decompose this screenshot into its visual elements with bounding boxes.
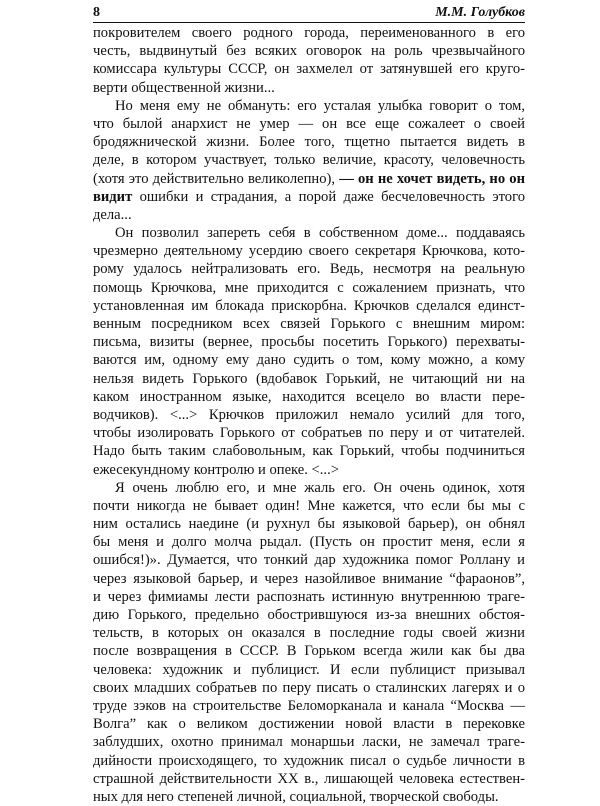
- paragraph: [93, 97, 525, 224]
- text-line: ных для него степеней личной, социальной, творческой свободы.: [93, 788, 499, 805]
- text-line: водчиков). <...> Крючков приложил немало усилий для того,: [93, 406, 525, 423]
- text-line: нельзя видеть Горького (вдобавок Горький, не читающий ни на: [93, 370, 525, 387]
- text-line-mixed: [93, 188, 525, 206]
- text-line: ним остались наедине (и рухнул бы языковой барьер), он обнял: [93, 516, 525, 533]
- text-line: Он позволил запереть себя в собственном доме... поддаваясь: [115, 225, 525, 242]
- text-line: письма, визиты (вернее, просьбы посетить Горького) перехваты-: [93, 334, 525, 351]
- text-line: установленная им блокада прискорбна. Крючков сделался единст-: [93, 297, 525, 314]
- text-line: после возвращения в СССР. В Горьком всегда жили как бы два: [93, 643, 525, 660]
- text-line: и через фимиамы лести распознать истинную внутреннюю траге-: [93, 588, 525, 605]
- text-line: ваются им, одному ему дано судить о том, кому можно, а кому: [93, 352, 525, 369]
- text-line: бы меня и долго молча рыдал. (Пусть он простит меня, если я: [93, 534, 525, 551]
- text-line: страшной действительности XX в., лишающей человека естествен-: [93, 770, 525, 787]
- text-line: Надо быть таким слабовольным, как Горький, чтобы подчиниться: [93, 443, 525, 460]
- page-number: 8: [93, 5, 100, 20]
- text-line: бродяжнической жизни. Более того, тщетно пытается видеть в: [93, 134, 525, 151]
- text-line: ежесекундному контролю и опеке. <...>: [93, 461, 339, 478]
- text-line: комиссара культуры СССР, он захмелел от затянувшей его круго-: [93, 61, 525, 78]
- text-line: верти общественной жизни...: [93, 79, 275, 96]
- running-head-author: М.М. Голубков: [435, 5, 525, 20]
- text-line: венным посредником всех связей Горького с внешним миром:: [93, 316, 525, 332]
- text-line: что былой анархист не умер — он все еще сожалеет о своей: [93, 115, 525, 132]
- text-line: деле, в котором участвует, только величие, красоту, человечность: [93, 152, 525, 169]
- text-line: помощь Крючкова, мне приходится с сожалением признать, что: [93, 279, 525, 296]
- text-segment: (хотя это действительно великолепно),: [93, 170, 336, 187]
- text-line: чрезмерно деятельному усердию своего секретаря Крючкова, кото-: [93, 243, 525, 260]
- text-line: Я очень люблю его, и мне жаль его. Он очень одинок, хотя: [115, 479, 525, 496]
- text-line: ошибся!)». Думается, что тонкий дар художника помог Роллану и: [93, 552, 525, 569]
- text-line: дию Горького, предельно обострившуюся из-за внешних обстоя-: [93, 607, 525, 623]
- text-line: через языковой барьер, и через назойливое внимание “фараонов”,: [93, 570, 525, 587]
- bold-word: видит: [93, 188, 133, 205]
- bold-phrase: — он не хочет видеть, но он: [339, 170, 525, 187]
- header-rule: [93, 22, 525, 23]
- text-line: тельств, в которых он оказался в последние годы своей жизни: [93, 625, 525, 642]
- paragraph: [93, 479, 525, 806]
- body-text: [93, 24, 525, 806]
- text-line: рому удалось нейтрализовать его. Ведь, несмотря на реальную: [93, 261, 525, 278]
- paragraph: [93, 24, 525, 97]
- text-line: Волга” как о великом достижении новой власти в перековке: [93, 716, 525, 733]
- text-line: труде зэков на строительстве Беломорканала и канала “Москва —: [93, 697, 525, 714]
- text-line: чтобы изолировать Горького от собратьев по перу и от читателей.: [93, 425, 525, 442]
- text-line-mixed: [93, 170, 525, 188]
- text-line: дийности происходящего, то художник писал о судьбе личности в: [93, 752, 525, 769]
- text-line: своих младших собратьев по перу писать о сталинских лагерях и о: [93, 679, 525, 696]
- text-line: Но меня ему не обмануть: его усталая улыбка говорит о том,: [115, 97, 525, 114]
- text-line: каком иностранном языке, находится всецело во власти пере-: [93, 388, 525, 405]
- text-segment: ошибки и страдания, а порой даже бесчеловечность этого: [139, 188, 525, 205]
- text-line: почти никогда не бывает один! Мне кажется, что если бы мы с: [93, 497, 525, 514]
- text-line: покровителем своего родного города, переименованного в его: [93, 25, 525, 41]
- text-line: честь, выдвинутый без всяких оговорок на роль чрезвычайного: [93, 43, 525, 60]
- text-line: дела...: [93, 206, 132, 223]
- paragraph: [93, 224, 525, 479]
- text-line: заблудших, охотно принимал монаршьи ласки, не замечал траге-: [93, 734, 525, 751]
- text-line: человека: художник и публицист. И если публицист призывал: [93, 661, 525, 678]
